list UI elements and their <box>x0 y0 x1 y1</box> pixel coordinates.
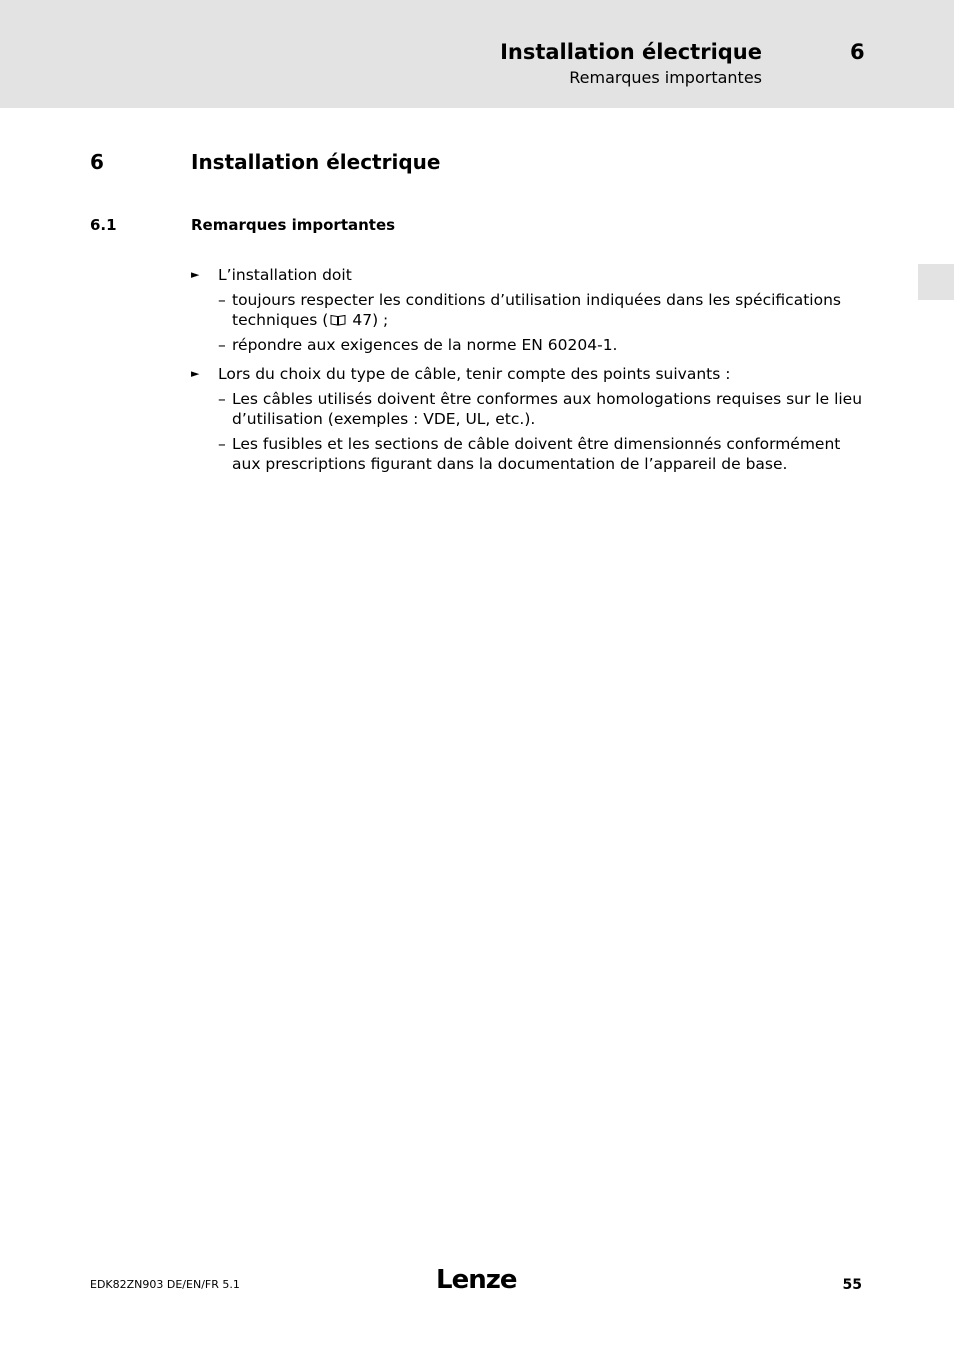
lenze-logo: Lenze <box>436 1265 517 1295</box>
body-content <box>191 265 863 484</box>
running-header-chapter-number: 6 <box>850 40 865 64</box>
section-title: Installation électrique <box>191 150 441 174</box>
sub-item-text: Les fusibles et les sections de câble doivent être dimensionnés conformément aux prescriptions figurant dans la documentation de l’appareil de base. <box>232 434 841 473</box>
book-icon <box>330 314 346 326</box>
triangle-right-icon: ► <box>191 268 200 281</box>
bullet-text: L’installation doit <box>218 266 352 284</box>
triangle-right-icon: ► <box>191 367 200 380</box>
sub-item-text: toujours respecter les conditions d’utilisation indiquées dans les spécifications techniques ( <box>232 290 841 329</box>
sub-list-item: – répondre aux exigences de la norme EN 60204-1. <box>218 335 618 354</box>
section-number: 6 <box>90 150 104 174</box>
sub-list-item: – Les câbles utilisés doivent être conformes aux homologations requises sur le lieu d’utilisation (exemples : VDE, UL, etc.). <box>218 389 863 428</box>
document-code: EDK82ZN903 DE/EN/FR 5.1 <box>90 1278 240 1291</box>
list-item <box>191 364 863 475</box>
running-header-title: Installation électrique <box>500 40 762 64</box>
subsection-title: Remarques importantes <box>191 216 396 234</box>
sub-list-item: – Les fusibles et les sections de câble doivent être dimensionnés conformément aux prescriptions figurant dans la documentation de l’appareil de base. <box>218 434 841 473</box>
chapter-side-tab <box>918 264 954 300</box>
page-reference: 47 <box>352 311 373 329</box>
bullet-text: Lors du choix du type de câble, tenir compte des points suivants : <box>218 365 731 383</box>
running-header-subtitle: Remarques importantes <box>569 68 762 87</box>
list-item <box>191 265 863 355</box>
sub-list-item: – toujours respecter les conditions d’utilisation indiquées dans les spécifications techniques ( 47) ; <box>218 290 841 329</box>
page-number: 55 <box>842 1277 862 1293</box>
sub-item-text: répondre aux exigences de la norme EN 60204-1. <box>232 335 618 354</box>
subsection-number: 6.1 <box>90 216 117 234</box>
sub-item-text: Les câbles utilisés doivent être conformes aux homologations requises sur le lieu d’utilisation (exemples : VDE, UL, etc.). <box>232 389 863 428</box>
header-band <box>0 0 954 108</box>
